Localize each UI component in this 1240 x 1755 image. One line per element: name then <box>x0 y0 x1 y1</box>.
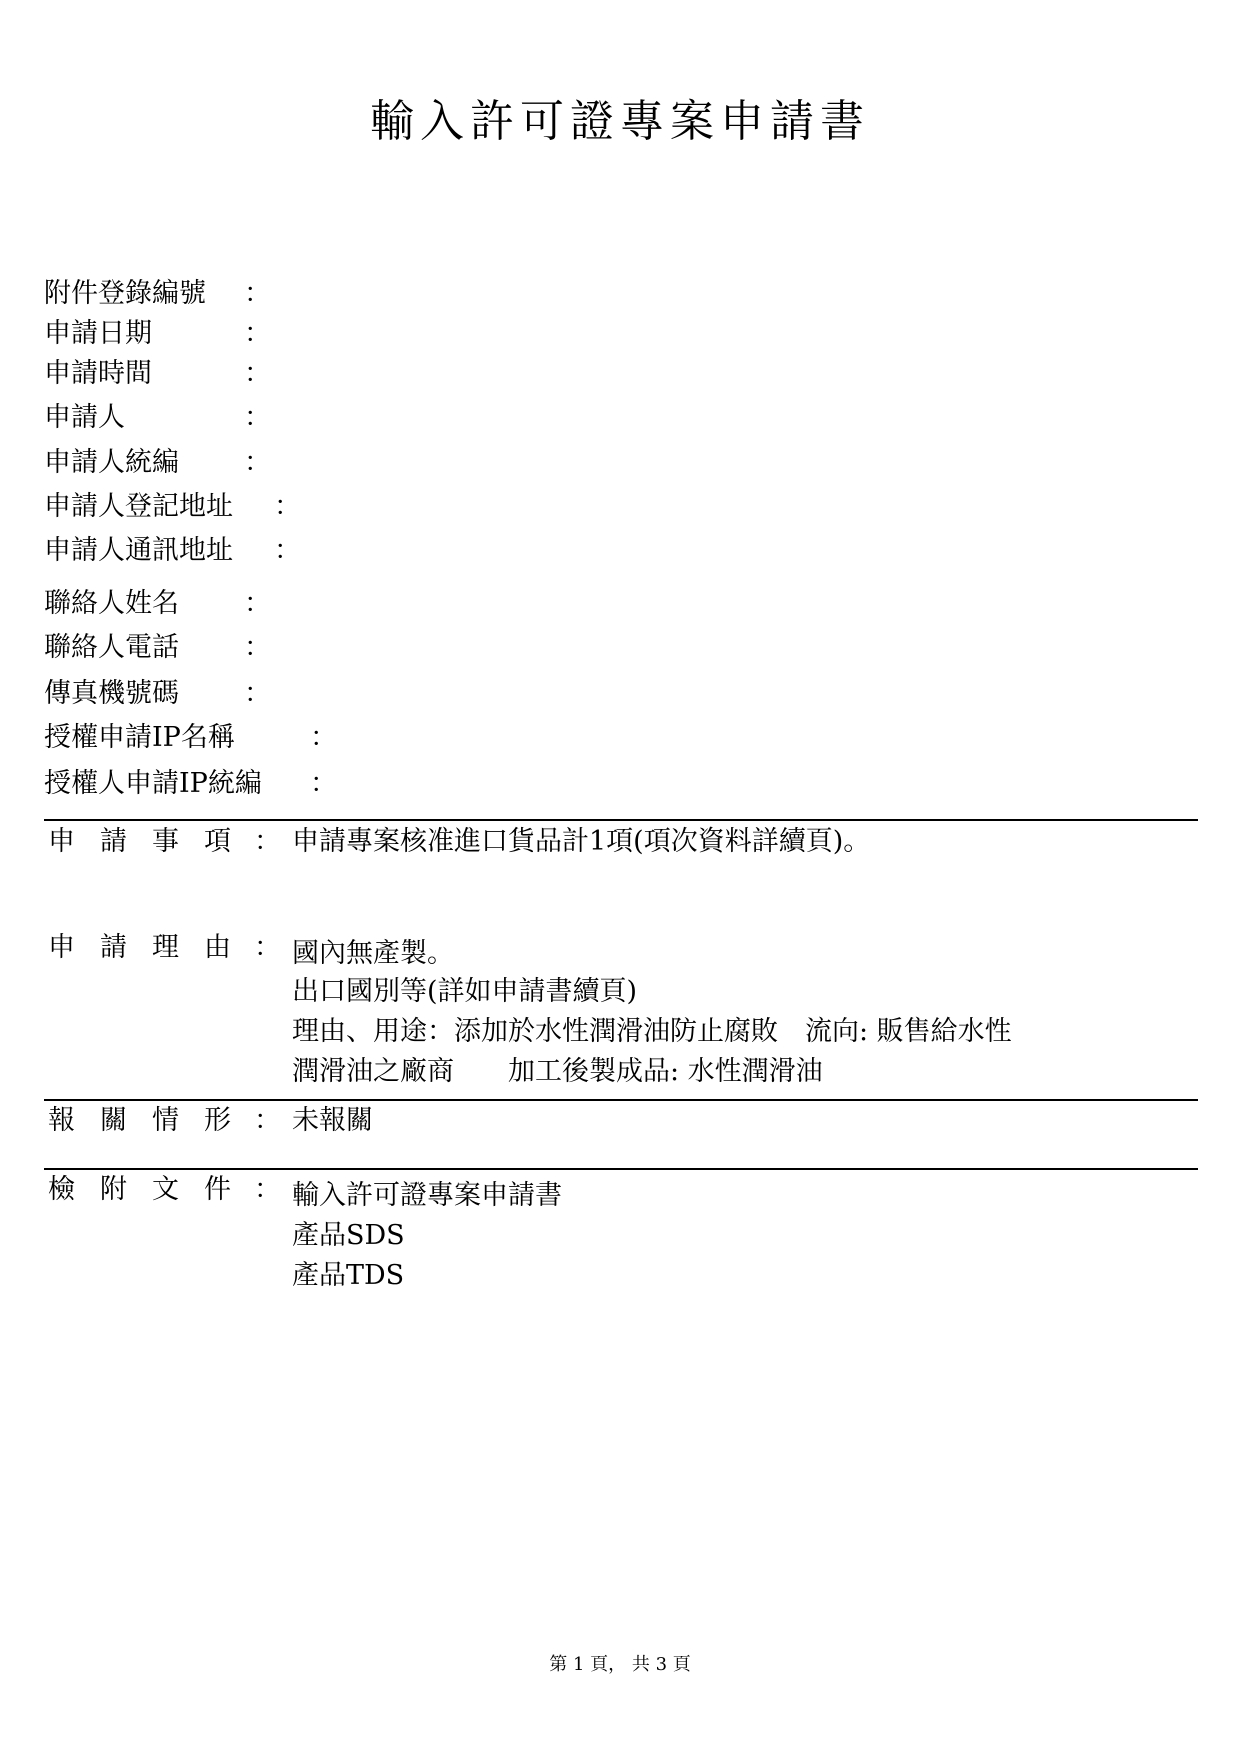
field-colon: ： <box>244 447 271 478</box>
page-number: 第 1 頁， 共 3 頁 <box>549 1654 691 1675</box>
field-colon: ： <box>244 358 271 389</box>
field-colon: ： <box>310 768 337 799</box>
attachment-item: 產品TDS <box>292 1260 405 1291</box>
section-label-customs-status: 報關情形 <box>48 1105 256 1136</box>
field-label: 申請人登記地址 <box>44 491 233 522</box>
section-label-application-reason: 申請理由 <box>48 932 256 963</box>
field-colon: ： <box>244 402 271 433</box>
field-registered-address <box>44 491 301 522</box>
field-apply-time <box>44 358 271 389</box>
section-divider <box>44 1099 1198 1101</box>
field-label: 傳真機號碼 <box>44 678 179 709</box>
field-label: 申請人 <box>44 402 125 433</box>
document-title: 輸入許可證專案申請書 <box>370 96 870 147</box>
field-ip-name <box>44 722 337 753</box>
field-label: 申請人統編 <box>44 447 179 478</box>
field-colon: ： <box>274 491 301 522</box>
field-colon: ： <box>244 678 271 709</box>
field-attachment-no <box>44 278 271 309</box>
field-mailing-address <box>44 535 301 566</box>
field-colon: ： <box>310 722 337 753</box>
field-applicant <box>44 402 271 433</box>
attachment-item: 產品SDS <box>292 1220 405 1251</box>
reason-line: 出口國別等(詳如申請書續頁) <box>292 976 638 1007</box>
field-fax-number <box>44 678 271 709</box>
field-label: 附件登錄編號 <box>44 278 206 309</box>
section-colon: ： <box>254 826 281 857</box>
section-colon: ： <box>254 932 281 963</box>
reason-line: 理由、用途：添加於水性潤滑油防止腐敗 流向: 販售給水性 <box>292 1016 1012 1047</box>
field-colon: ： <box>244 318 271 349</box>
reason-line: 潤滑油之廠商 加工後製成品: 水性潤滑油 <box>292 1056 823 1087</box>
field-label: 聯絡人電話 <box>44 632 179 663</box>
field-label: 授權申請IP名稱 <box>44 722 235 753</box>
section-label-attachments: 檢附文件 <box>48 1174 256 1205</box>
field-label: 申請人通訊地址 <box>44 535 233 566</box>
section-divider <box>44 819 1198 821</box>
field-label: 申請日期 <box>44 318 152 349</box>
field-colon: ： <box>244 588 271 619</box>
section-colon: ： <box>254 1105 281 1136</box>
application-item-line: 申請專案核准進口貨品計1項(項次資料詳續頁)。 <box>292 826 871 857</box>
section-label-application-item: 申請事項 <box>48 826 256 857</box>
field-ip-tax-id <box>44 768 337 799</box>
field-colon: ： <box>244 278 271 309</box>
customs-status-line: 未報關 <box>292 1105 373 1136</box>
attachment-item: 輸入許可證專案申請書 <box>292 1180 562 1211</box>
field-label: 申請時間 <box>44 358 152 389</box>
section-divider <box>44 1168 1198 1170</box>
field-label: 授權人申請IP統編 <box>44 768 262 799</box>
reason-line: 國內無產製。 <box>292 938 454 969</box>
section-colon: ： <box>254 1174 281 1205</box>
field-apply-date <box>44 318 271 349</box>
field-contact-phone <box>44 632 271 663</box>
field-label: 聯絡人姓名 <box>44 588 179 619</box>
field-colon: ： <box>274 535 301 566</box>
field-colon: ： <box>244 632 271 663</box>
field-applicant-tax-id <box>44 447 271 478</box>
field-contact-name <box>44 588 271 619</box>
